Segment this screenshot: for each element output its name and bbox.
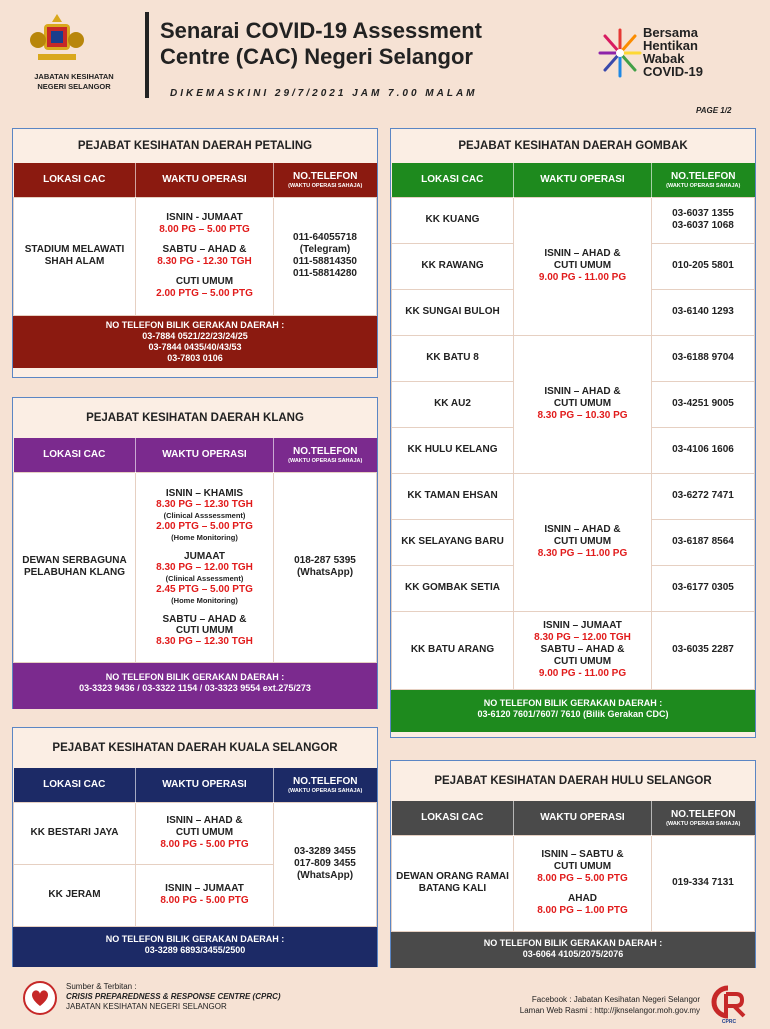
waktu-cell: ISNIN – AHAD & CUTI UMUM 8.30 PG – 10.30 PG <box>514 335 652 473</box>
col-lokasi: LOKASI CAC <box>14 163 136 197</box>
tel-cell: 010-205 5801 <box>652 243 755 289</box>
waktu-cell: ISNIN - JUMAAT 8.00 PG – 5.00 PTG SABTU – AHAD & 8.30 PG - 12.30 TGH CUTI UMUM 2.00 PTG – 5.00 PTG <box>136 197 274 315</box>
page-footer <box>0 968 770 1024</box>
malaysia-crest-logo <box>28 10 86 68</box>
lokasi-cell: DEWAN SERBAGUNA PELABUHAN KLANG <box>14 472 136 662</box>
website-link[interactable]: Laman Web Rasmi : http://jknselangor.moh.gov.my <box>519 1006 700 1015</box>
tel-cell: 03-6037 1355 03-6037 1068 <box>652 197 755 243</box>
lokasi-cell: DEWAN ORANG RAMAI BATANG KALI <box>392 835 514 931</box>
district-ops-phone: NO TELEFON BILIK GERAKAN DAERAH : 03-7884 0521/22/23/24/25 03-7844 0435/40/43/53 03-7803 0106 <box>13 316 377 368</box>
jkn-seal-logo <box>22 980 58 1016</box>
table-row <box>392 611 755 689</box>
table-row <box>392 335 755 381</box>
district-ops-phone: NO TELEFON BILIK GERAKAN DAERAH : 03-6120 7601/7607/ 7610 (Bilik Gerakan CDC) <box>391 690 755 732</box>
col-lokasi: LOKASI CAC <box>392 163 514 197</box>
col-waktu: WAKTU OPERASI <box>514 801 652 835</box>
lokasi-cell: KK GOMBAK SETIA <box>392 565 514 611</box>
tel-cell: 03-6187 8564 <box>652 519 755 565</box>
col-tel: NO.TELEFON (WAKTU OPERASI SAHAJA) <box>288 170 363 189</box>
lokasi-cell: KK BESTARI JAYA <box>14 802 136 864</box>
waktu-cell: ISNIN – AHAD & CUTI UMUM 8.30 PG – 11.00 PG <box>514 473 652 611</box>
lokasi-cell: KK HULU KELANG <box>392 427 514 473</box>
cac-table <box>13 438 377 663</box>
tel-cell: 03-3289 3455 017-809 3455 (WhatsApp) <box>274 802 377 926</box>
tel-cell: 019-334 7131 <box>652 835 755 931</box>
panel-title: PEJABAT KESIHATAN DAERAH HULU SELANGOR <box>434 775 712 787</box>
panel-title: PEJABAT KESIHATAN DAERAH GOMBAK <box>458 140 688 152</box>
col-tel: NO.TELEFON (WAKTU OPERASI SAHAJA) <box>288 445 363 464</box>
facebook-link[interactable]: Facebook : Jabatan Kesihatan Negeri Selangor <box>531 995 700 1004</box>
panel-title: PEJABAT KESIHATAN DAERAH KLANG <box>86 412 304 424</box>
cac-table <box>391 163 755 690</box>
page-title: Senarai COVID-19 Assessment Centre (CAC) Negeri Selangor <box>160 18 482 69</box>
waktu-cell: ISNIN – AHAD & CUTI UMUM 8.00 PG - 5.00 PTG <box>136 802 274 864</box>
tel-cell: 03-6272 7471 <box>652 473 755 519</box>
cac-table <box>13 163 377 316</box>
panel-title: PEJABAT KESIHATAN DAERAH PETALING <box>77 140 313 152</box>
waktu-cell: ISNIN – AHAD & CUTI UMUM 9.00 PG - 11.00 PG <box>514 197 652 335</box>
district-ops-phone: NO TELEFON BILIK GERAKAN DAERAH : 03-3323 9436 / 03-3322 1154 / 03-3323 9554 ext.275/273 <box>13 663 377 709</box>
table-row <box>14 802 377 864</box>
lokasi-cell: KK TAMAN EHSAN <box>392 473 514 519</box>
page-number: PAGE 1/2 <box>696 106 732 115</box>
tel-cell: 03-6177 0305 <box>652 565 755 611</box>
source-credit: Sumber & Terbitan : CRISIS PREPAREDNESS & RESPONSE CENTRE (CPRC) JABATAN KESIHATAN NEGERI SELANGOR <box>66 982 281 1011</box>
waktu-cell: ISNIN – SABTU & CUTI UMUM 8.00 PG – 5.00 PTG AHAD 8.00 PG – 1.00 PTG <box>514 835 652 931</box>
col-tel: NO.TELEFON (WAKTU OPERASI SAHAJA) <box>288 775 363 794</box>
table-row <box>392 473 755 519</box>
table-row <box>392 197 755 243</box>
table-row <box>14 472 377 662</box>
col-lokasi: LOKASI CAC <box>14 438 136 472</box>
col-waktu: WAKTU OPERASI <box>136 438 274 472</box>
lokasi-cell: KK SELAYANG BARU <box>392 519 514 565</box>
tel-cell: 011-64055718 (Telegram) 011-58814350 011-58814280 <box>274 197 377 315</box>
col-waktu: WAKTU OPERASI <box>514 163 652 197</box>
tel-cell: 018-287 5395 (WhatsApp) <box>274 472 377 662</box>
waktu-cell: ISNIN – JUMAAT 8.30 PG – 12.00 TGH SABTU – AHAD & CUTI UMUM 9.00 PG - 11.00 PG <box>514 611 652 689</box>
lokasi-cell: KK BATU ARANG <box>392 611 514 689</box>
cac-table <box>391 801 755 932</box>
table-row <box>392 835 755 931</box>
page-header <box>0 0 770 120</box>
tel-cell: 03-6188 9704 <box>652 335 755 381</box>
lokasi-cell: KK RAWANG <box>392 243 514 289</box>
lokasi-cell: KK JERAM <box>14 864 136 926</box>
waktu-cell: ISNIN – JUMAAT 8.00 PG - 5.00 PTG <box>136 864 274 926</box>
cprc-logo <box>706 984 752 1024</box>
panel-title: PEJABAT KESIHATAN DAERAH KUALA SELANGOR <box>52 742 338 754</box>
col-waktu: WAKTU OPERASI <box>136 163 274 197</box>
col-tel: NO.TELEFON (WAKTU OPERASI SAHAJA) <box>666 808 741 827</box>
tel-cell: 03-4251 9005 <box>652 381 755 427</box>
tel-cell: 03-6140 1293 <box>652 289 755 335</box>
cac-table <box>13 768 377 927</box>
lokasi-cell: KK KUANG <box>392 197 514 243</box>
tel-cell: 03-4106 1606 <box>652 427 755 473</box>
col-lokasi: LOKASI CAC <box>392 801 514 835</box>
divider <box>145 12 149 98</box>
col-waktu: WAKTU OPERASI <box>136 768 274 802</box>
col-tel: NO.TELEFON (WAKTU OPERASI SAHAJA) <box>666 170 741 189</box>
panel-hulu-selangor <box>390 760 756 968</box>
lokasi-cell: KK AU2 <box>392 381 514 427</box>
table-row <box>14 197 377 315</box>
contact-links <box>480 994 700 1016</box>
lokasi-cell: KK SUNGAI BULOH <box>392 289 514 335</box>
panel-gombak <box>390 128 756 738</box>
tel-cell: 03-6035 2287 <box>652 611 755 689</box>
lokasi-cell: STADIUM MELAWATI SHAH ALAM <box>14 197 136 315</box>
svg-text:CPRC: CPRC <box>721 1019 737 1024</box>
updated-timestamp: DIKEMASKINI 29/7/2021 JAM 7.00 MALAM <box>170 88 478 99</box>
col-lokasi: LOKASI CAC <box>14 768 136 802</box>
department-label: JABATAN KESIHATAN NEGERI SELANGOR <box>34 72 114 91</box>
panel-kuala-selangor <box>12 727 378 967</box>
panel-petaling <box>12 128 378 378</box>
campaign-logo: Bersama Hentikan Wabak COVID-19 <box>595 18 755 88</box>
district-ops-phone: NO TELEFON BILIK GERAKAN DAERAH : 03-6064 4105/2075/2076 <box>391 932 755 968</box>
waktu-cell: ISNIN – KHAMIS 8.30 PG – 12.30 TGH (Clinical Asssessment) 2.00 PTG – 5.00 PTG (Home Monitoring) JUMAAT 8.30 PG – 12.00 TGH (Clinical Assessment) 2.45 PTG – 5.00 PTG (Home Monitoring) SABTU – AHAD & CUTI UMUM 8.30 PG – 12.30 TGH <box>136 472 274 662</box>
lokasi-cell: KK BATU 8 <box>392 335 514 381</box>
district-ops-phone: NO TELEFON BILIK GERAKAN DAERAH : 03-3289 6893/3455/2500 <box>13 927 377 967</box>
panel-klang <box>12 397 378 709</box>
